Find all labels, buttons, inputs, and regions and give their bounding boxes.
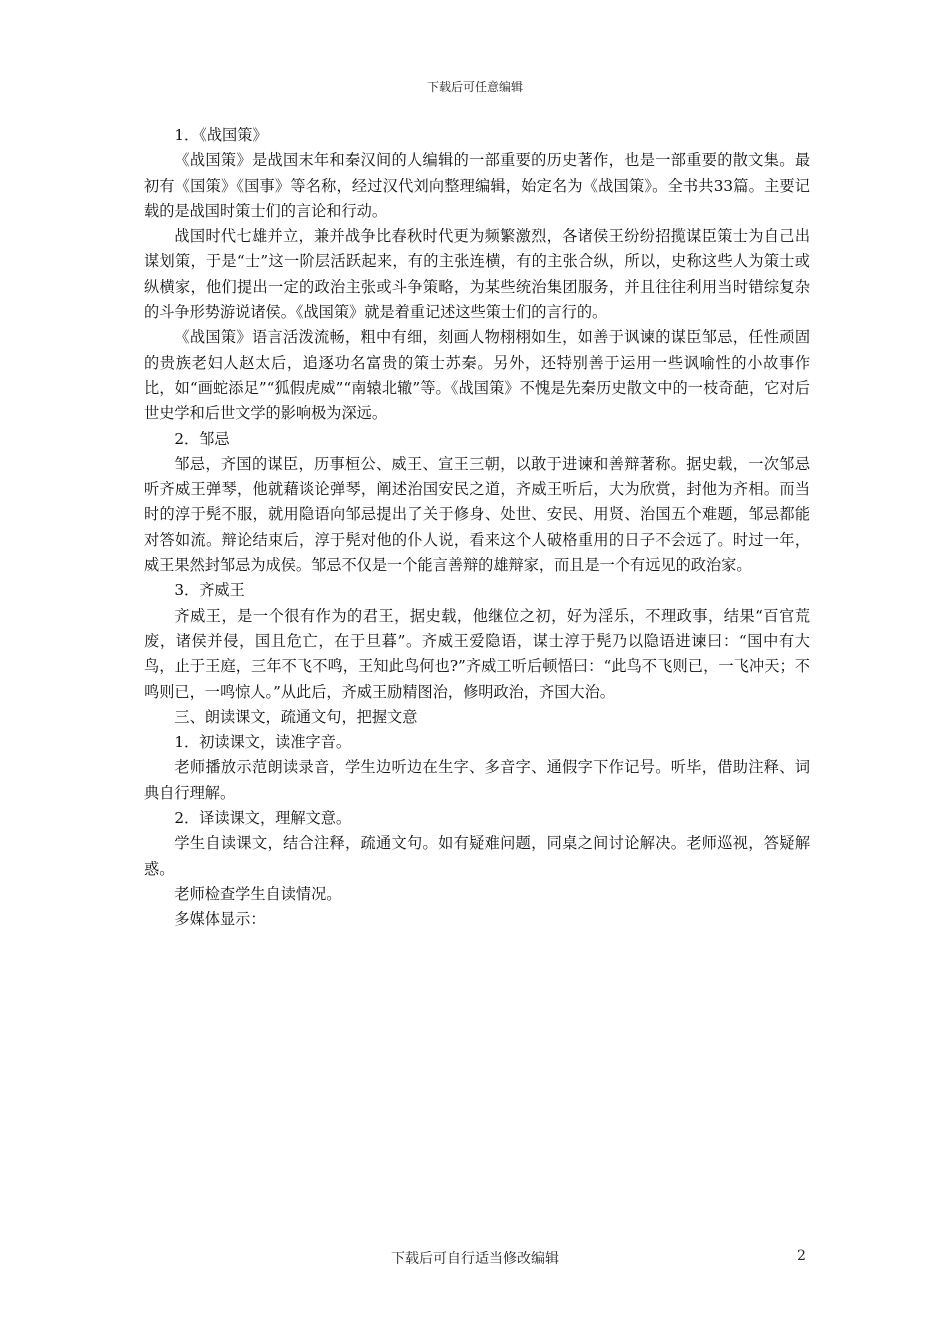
paragraph: 邹忌，齐国的谋臣，历事桓公、威王、宣王三朝，以敢于进谏和善辩著称。据史载，一次邹忌听齐威王弹琴，他就藉谈论弹琴，阐述治国安民之道，齐威王听后，大为欣赏，封他为齐相。而当时的淳于髡不服，就用隐语向邹忌提出了关于修身、处世、安民、用贤、治国五个难题，邹忌都能对答如流。辩论结束后，淳于髡对他的仆人说，看来这个人破格重用的日子不会远了。时过一年，威王果然封邹忌为成侯。邹忌不仅是一个能言善辩的雄辩家，而且是一个有远见的政治家。: [144, 454, 810, 575]
section-heading: 三、朗读课文，疏通文句，把握文意: [174, 707, 418, 726]
page-number: 2: [797, 1248, 806, 1264]
page-header: 下载后可任意编辑: [426, 80, 523, 94]
page-footer: 下载后可自行适当修改编辑: [391, 1251, 559, 1267]
paragraph: 学生自读课文，结合注释，疏通文句。如有疑难问题，同桌之间讨论解决。老师巡视，答疑解惑。: [144, 834, 810, 878]
step-heading: 1．初读课文，读准字音。: [174, 733, 352, 752]
paragraph: 《战国策》是战国末年和秦汉间的人编辑的一部重要的历史著作，也是一部重要的散文集。最初有《国策》《国事》等名称，经过汉代刘向整理编辑，始定名为《战国策》。全书共33篇。主要记载的是战国时策士们的言论和行动。: [144, 151, 810, 220]
heading-qiweiwang: 3．齐威王: [174, 581, 245, 600]
heading-zouji: 2．邹忌: [174, 429, 230, 448]
paragraph: 多媒体显示：: [174, 910, 266, 929]
paragraph: 战国时代七雄并立，兼并战争比春秋时代更为频繁激烈，各诸侯王纷纷招揽谋臣策士为自己出谋划策，于是“士”这一阶层活跃起来，有的主张连横，有的主张合纵，所以，史称这些人为策士或纵横家，他们提出一定的政治主张或斗争策略，为某些统治集团服务，并且往往利用当时错综复杂的斗争形势游说诸侯。《战国策》就是着重记述这些策士们的言行的。: [144, 227, 810, 322]
document-body: [144, 123, 810, 933]
paragraph: 《战国策》语言活泼流畅，粗中有细，刻画人物栩栩如生，如善于讽谏的谋臣邹忌，任性顽固的贵族老妇人赵太后，追逐功名富贵的策士苏秦。另外，还特别善于运用一些讽喻性的小故事作比，如“画蛇添足”“狐假虎威”“南辕北辙”等。《战国策》不愧是先秦历史散文中的一枝奇葩，它对后世史学和后世文学的影响极为深远。: [144, 328, 810, 423]
paragraph: 老师播放示范朗读录音，学生边听边在生字、多音字、通假字下作记号。听毕，借助注释、词典自行理解。: [144, 758, 810, 802]
paragraph: 齐威王，是一个很有作为的君王，据史载，他继位之初，好为淫乐，不理政事，结果“百官荒废，诸侯并侵，国且危亡，在于旦暮”。齐威王爱隐语，谋士淳于髡乃以隐语进谏曰：“国中有大鸟，止于王庭，三年不飞不鸣，王知此鸟何也?”齐威工听后顿悟曰：“此鸟不飞则已，一飞冲天；不鸣则已，一鸣惊人。”从此后，齐威王励精图治，修明政治，齐国大治。: [144, 606, 810, 701]
paragraph: 老师检查学生自读情况。: [174, 884, 342, 903]
step-heading: 2．译读课文，理解文意。: [174, 809, 352, 828]
heading-zhanguoce: 1．《战国策》: [174, 126, 268, 144]
